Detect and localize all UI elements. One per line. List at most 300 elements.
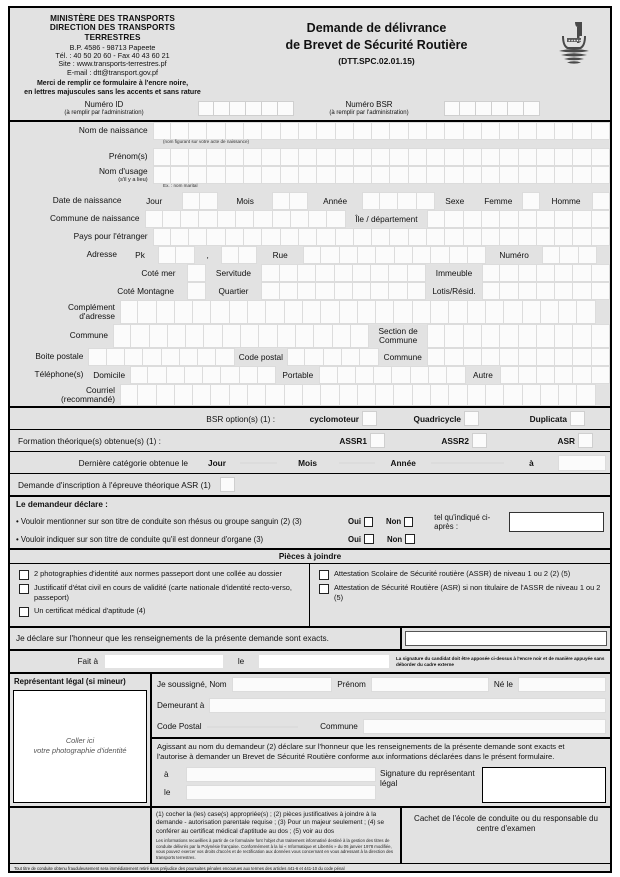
piece-item[interactable]	[16, 583, 303, 603]
cell[interactable]	[537, 324, 555, 348]
section-commune-input[interactable]	[427, 324, 610, 348]
cell[interactable]	[193, 300, 211, 324]
cell[interactable]	[427, 148, 445, 166]
cell[interactable]	[573, 324, 591, 348]
cell[interactable]	[559, 300, 577, 324]
cell[interactable]	[131, 324, 149, 348]
cell[interactable]	[153, 122, 171, 140]
cell[interactable]	[492, 101, 508, 116]
homme-checkbox[interactable]	[592, 192, 610, 210]
cell[interactable]	[398, 192, 416, 210]
cell[interactable]	[272, 192, 290, 210]
cell[interactable]	[468, 384, 486, 406]
cell[interactable]	[207, 148, 225, 166]
organe-oui-checkbox[interactable]	[364, 534, 374, 544]
cell[interactable]	[360, 348, 378, 366]
cell[interactable]	[175, 384, 193, 406]
demeurant-input[interactable]	[209, 698, 606, 713]
code-postal-input[interactable]	[287, 348, 378, 366]
cell[interactable]	[168, 324, 186, 348]
cell[interactable]	[138, 384, 156, 406]
cell[interactable]	[371, 264, 389, 282]
lotis-resid-input[interactable]	[482, 282, 610, 300]
cell[interactable]	[468, 300, 486, 324]
cell[interactable]	[537, 348, 555, 366]
cell[interactable]	[303, 300, 321, 324]
rhesus-non-checkbox[interactable]	[404, 517, 413, 527]
cell[interactable]	[409, 228, 427, 246]
nom-usage-input[interactable]	[153, 166, 610, 184]
cell[interactable]	[236, 210, 254, 228]
pk-input[interactable]	[158, 246, 195, 264]
cell[interactable]	[299, 166, 317, 184]
cell[interactable]	[482, 228, 500, 246]
cell[interactable]	[225, 726, 243, 728]
cell[interactable]	[573, 210, 591, 228]
cell[interactable]	[303, 384, 321, 406]
cell[interactable]	[409, 166, 427, 184]
cell[interactable]	[376, 300, 394, 324]
cell[interactable]	[321, 300, 339, 324]
cell[interactable]	[157, 384, 175, 406]
cell[interactable]	[445, 210, 463, 228]
cell[interactable]	[207, 166, 225, 184]
pays-etranger-input[interactable]	[153, 228, 610, 246]
cell[interactable]	[357, 462, 375, 464]
cell[interactable]	[226, 148, 244, 166]
cell[interactable]	[573, 122, 591, 140]
cell[interactable]	[559, 384, 577, 406]
cell[interactable]	[181, 210, 199, 228]
cell[interactable]	[305, 348, 323, 366]
cell[interactable]	[285, 384, 303, 406]
cell[interactable]	[573, 348, 591, 366]
cell[interactable]	[413, 246, 431, 264]
cell[interactable]	[335, 264, 353, 282]
cell[interactable]	[353, 264, 371, 282]
cell[interactable]	[592, 122, 610, 140]
cell[interactable]	[592, 148, 610, 166]
courriel-input[interactable]	[120, 384, 596, 406]
cell[interactable]	[130, 366, 148, 384]
cell[interactable]	[555, 366, 573, 384]
cell[interactable]	[244, 148, 262, 166]
piece-etat-civil-checkbox[interactable]	[19, 584, 29, 594]
cell[interactable]	[537, 282, 555, 300]
commune-naissance-input[interactable]	[145, 210, 346, 228]
cell[interactable]	[390, 166, 408, 184]
cell[interactable]	[266, 384, 284, 406]
cell[interactable]	[162, 348, 180, 366]
cell[interactable]	[449, 384, 467, 406]
cell[interactable]	[262, 122, 280, 140]
servitude-input[interactable]	[261, 264, 426, 282]
cell[interactable]	[482, 282, 500, 300]
cell[interactable]	[290, 192, 308, 210]
piece-photos-checkbox[interactable]	[19, 570, 29, 580]
cell[interactable]	[167, 366, 185, 384]
cell[interactable]	[577, 300, 595, 324]
cell[interactable]	[592, 264, 610, 282]
cell[interactable]	[278, 324, 296, 348]
cell[interactable]	[508, 101, 524, 116]
cell[interactable]	[182, 192, 200, 210]
cell[interactable]	[336, 148, 354, 166]
piece-item[interactable]	[16, 569, 303, 580]
cell[interactable]	[299, 148, 317, 166]
cell[interactable]	[390, 148, 408, 166]
cell[interactable]	[541, 300, 559, 324]
cyclomoteur-checkbox[interactable]	[362, 411, 377, 426]
cell[interactable]	[592, 324, 610, 348]
cell[interactable]	[198, 101, 214, 116]
cell[interactable]	[486, 462, 504, 464]
cell[interactable]	[447, 366, 465, 384]
cell[interactable]	[504, 384, 522, 406]
cell[interactable]	[524, 101, 540, 116]
derniere-mois-input[interactable]	[339, 462, 376, 464]
cell[interactable]	[171, 122, 189, 140]
cell[interactable]	[351, 324, 369, 348]
cell[interactable]	[431, 384, 449, 406]
cell[interactable]	[340, 246, 358, 264]
cell[interactable]	[316, 264, 334, 282]
representant-ne-le-input[interactable]	[518, 677, 606, 692]
cell[interactable]	[486, 384, 504, 406]
cell[interactable]	[340, 300, 358, 324]
cell[interactable]	[226, 228, 244, 246]
domicile-input[interactable]	[130, 366, 276, 384]
nom-naissance-input[interactable]	[153, 122, 610, 140]
cell[interactable]	[537, 228, 555, 246]
cell[interactable]	[523, 384, 541, 406]
cell[interactable]	[317, 166, 335, 184]
derniere-jour-input[interactable]	[240, 462, 277, 464]
cell[interactable]	[519, 228, 537, 246]
cell[interactable]	[427, 348, 445, 366]
cell[interactable]	[244, 122, 262, 140]
cell[interactable]	[354, 122, 372, 140]
mois-input[interactable]	[272, 192, 309, 210]
cell[interactable]	[138, 300, 156, 324]
cell[interactable]	[240, 366, 258, 384]
cell[interactable]	[163, 210, 181, 228]
cell[interactable]	[280, 726, 298, 728]
cell[interactable]	[445, 228, 463, 246]
cell[interactable]	[555, 228, 573, 246]
cell[interactable]	[356, 366, 374, 384]
cell[interactable]	[262, 148, 280, 166]
cell[interactable]	[464, 348, 482, 366]
cell[interactable]	[211, 300, 229, 324]
cell[interactable]	[482, 122, 500, 140]
numero-bsr-input[interactable]	[444, 101, 540, 116]
cell[interactable]	[226, 166, 244, 184]
cell[interactable]	[519, 122, 537, 140]
cell[interactable]	[380, 192, 398, 210]
cell[interactable]	[394, 384, 412, 406]
cell[interactable]	[207, 122, 225, 140]
cell[interactable]	[427, 324, 445, 348]
cell[interactable]	[537, 210, 555, 228]
cell[interactable]	[241, 324, 259, 348]
cell[interactable]	[321, 246, 339, 264]
cell[interactable]	[560, 246, 578, 264]
cell[interactable]	[537, 166, 555, 184]
rep-le-input[interactable]	[186, 785, 376, 800]
cell[interactable]	[262, 101, 278, 116]
cell[interactable]	[189, 122, 207, 140]
cell[interactable]	[187, 264, 205, 282]
cell[interactable]	[392, 366, 410, 384]
piece-item[interactable]	[316, 583, 604, 603]
cell[interactable]	[389, 282, 407, 300]
cell[interactable]	[336, 166, 354, 184]
cell[interactable]	[216, 348, 234, 366]
cell[interactable]	[408, 282, 426, 300]
autre-input[interactable]	[500, 366, 610, 384]
cell[interactable]	[335, 282, 353, 300]
cell[interactable]	[262, 166, 280, 184]
cell[interactable]	[296, 324, 314, 348]
cell[interactable]	[541, 384, 559, 406]
cell[interactable]	[592, 366, 610, 384]
cell[interactable]	[171, 166, 189, 184]
cell[interactable]	[519, 348, 537, 366]
cell[interactable]	[486, 300, 504, 324]
cell[interactable]	[555, 348, 573, 366]
cell[interactable]	[500, 366, 518, 384]
commune-postale-input[interactable]	[427, 348, 610, 366]
cell[interactable]	[317, 228, 335, 246]
cell[interactable]	[338, 366, 356, 384]
cell[interactable]	[468, 246, 486, 264]
ile-departement-input[interactable]	[427, 210, 610, 228]
cell[interactable]	[500, 228, 518, 246]
cell[interactable]	[254, 210, 272, 228]
cell[interactable]	[280, 264, 298, 282]
cell[interactable]	[372, 228, 390, 246]
cell[interactable]	[537, 122, 555, 140]
cell[interactable]	[221, 246, 239, 264]
cell[interactable]	[427, 122, 445, 140]
cell[interactable]	[187, 282, 205, 300]
cell[interactable]	[537, 366, 555, 384]
cell[interactable]	[243, 726, 261, 728]
cell[interactable]	[120, 384, 138, 406]
cell[interactable]	[445, 324, 463, 348]
cell[interactable]	[482, 264, 500, 282]
cell[interactable]	[211, 384, 229, 406]
cell[interactable]	[261, 264, 279, 282]
representant-prenom-input[interactable]	[371, 677, 489, 692]
cell[interactable]	[153, 166, 171, 184]
cell[interactable]	[389, 264, 407, 282]
cell[interactable]	[376, 246, 394, 264]
cell[interactable]	[324, 348, 342, 366]
cell[interactable]	[186, 324, 204, 348]
cell[interactable]	[258, 462, 276, 464]
cell[interactable]	[577, 384, 595, 406]
cell[interactable]	[298, 264, 316, 282]
cell[interactable]	[395, 246, 413, 264]
rep-commune-input[interactable]	[363, 719, 606, 734]
cell[interactable]	[445, 166, 463, 184]
cell[interactable]	[449, 462, 467, 464]
cell[interactable]	[460, 101, 476, 116]
cell[interactable]	[500, 348, 518, 366]
cell[interactable]	[555, 122, 573, 140]
cell[interactable]	[555, 166, 573, 184]
cell[interactable]	[374, 366, 392, 384]
cell[interactable]	[354, 228, 372, 246]
cell[interactable]	[218, 210, 236, 228]
cell[interactable]	[427, 228, 445, 246]
cell[interactable]	[592, 210, 610, 228]
cell[interactable]	[482, 166, 500, 184]
cell[interactable]	[431, 246, 449, 264]
cell[interactable]	[537, 264, 555, 282]
cell[interactable]	[592, 282, 610, 300]
cell[interactable]	[180, 348, 198, 366]
cell[interactable]	[314, 324, 332, 348]
cell[interactable]	[299, 228, 317, 246]
cell[interactable]	[573, 264, 591, 282]
cell[interactable]	[281, 228, 299, 246]
cell[interactable]	[592, 348, 610, 366]
rep-a-input[interactable]	[186, 767, 376, 782]
cell[interactable]	[449, 300, 467, 324]
cell[interactable]	[176, 246, 194, 264]
cell[interactable]	[573, 366, 591, 384]
rue-input[interactable]	[303, 246, 486, 264]
cell[interactable]	[259, 324, 277, 348]
cell[interactable]	[287, 348, 305, 366]
cell[interactable]	[193, 384, 211, 406]
cell[interactable]	[226, 122, 244, 140]
cell[interactable]	[429, 366, 447, 384]
cell[interactable]	[482, 348, 500, 366]
cell[interactable]	[427, 210, 445, 228]
cell[interactable]	[555, 210, 573, 228]
cell[interactable]	[207, 726, 225, 728]
cell[interactable]	[592, 166, 610, 184]
cell[interactable]	[390, 122, 408, 140]
cell[interactable]	[261, 282, 279, 300]
cell[interactable]	[537, 148, 555, 166]
cell[interactable]	[321, 384, 339, 406]
cell[interactable]	[316, 282, 334, 300]
cell[interactable]	[280, 282, 298, 300]
cell[interactable]	[500, 264, 518, 282]
cell[interactable]	[207, 228, 225, 246]
cell[interactable]	[362, 192, 380, 210]
cell[interactable]	[354, 148, 372, 166]
cell[interactable]	[354, 166, 372, 184]
cell[interactable]	[223, 324, 241, 348]
cell[interactable]	[240, 462, 258, 464]
cell[interactable]	[281, 148, 299, 166]
cell[interactable]	[371, 282, 389, 300]
cachet-box[interactable]	[402, 808, 610, 864]
assr1-checkbox[interactable]	[370, 433, 385, 448]
cell[interactable]	[504, 300, 522, 324]
cell[interactable]	[431, 462, 449, 464]
demande-inscription-checkbox[interactable]	[220, 477, 235, 492]
cell[interactable]	[522, 192, 540, 210]
cell[interactable]	[555, 264, 573, 282]
cell[interactable]	[278, 101, 294, 116]
cell[interactable]	[244, 228, 262, 246]
numero-id-input[interactable]	[198, 101, 294, 116]
cell[interactable]	[291, 210, 309, 228]
immeuble-input[interactable]	[482, 264, 610, 282]
portable-input[interactable]	[319, 366, 465, 384]
cell[interactable]	[158, 246, 176, 264]
cell[interactable]	[153, 228, 171, 246]
cell[interactable]	[500, 122, 518, 140]
cell[interactable]	[333, 324, 351, 348]
cell[interactable]	[390, 228, 408, 246]
cell[interactable]	[464, 122, 482, 140]
candidate-signature-box[interactable]	[405, 631, 607, 646]
cell[interactable]	[500, 324, 518, 348]
piece-item[interactable]	[16, 606, 303, 617]
cell[interactable]	[482, 210, 500, 228]
cell[interactable]	[230, 384, 248, 406]
cell[interactable]	[500, 166, 518, 184]
cell[interactable]	[519, 166, 537, 184]
cell[interactable]	[411, 366, 429, 384]
cote-montagne-checkbox[interactable]	[187, 282, 205, 300]
cell[interactable]	[523, 300, 541, 324]
cell[interactable]	[500, 282, 518, 300]
cell[interactable]	[372, 166, 390, 184]
rhesus-oui-checkbox[interactable]	[364, 517, 373, 527]
cell[interactable]	[342, 348, 360, 366]
representant-signature-box[interactable]	[482, 767, 606, 803]
cell[interactable]	[303, 246, 321, 264]
cell[interactable]	[175, 300, 193, 324]
cell[interactable]	[409, 148, 427, 166]
cell[interactable]	[244, 166, 262, 184]
cell[interactable]	[317, 148, 335, 166]
cell[interactable]	[358, 246, 376, 264]
cell[interactable]	[519, 324, 537, 348]
cell[interactable]	[120, 300, 138, 324]
derniere-annee-input[interactable]	[431, 462, 504, 464]
cell[interactable]	[579, 246, 597, 264]
cell[interactable]	[445, 148, 463, 166]
cell[interactable]	[450, 246, 468, 264]
cell[interactable]	[189, 148, 207, 166]
femme-checkbox[interactable]	[522, 192, 540, 210]
cell[interactable]	[573, 148, 591, 166]
cell[interactable]	[285, 300, 303, 324]
cell[interactable]	[408, 264, 426, 282]
asr-checkbox[interactable]	[578, 433, 593, 448]
cell[interactable]	[336, 228, 354, 246]
cell[interactable]	[230, 101, 246, 116]
cell[interactable]	[221, 366, 239, 384]
quadricycle-checkbox[interactable]	[464, 411, 479, 426]
cell[interactable]	[413, 300, 431, 324]
boite-postale-input[interactable]	[88, 348, 234, 366]
cell[interactable]	[573, 282, 591, 300]
cell[interactable]	[248, 384, 266, 406]
rep-code-postal-input[interactable]	[207, 726, 298, 728]
cell[interactable]	[519, 366, 537, 384]
